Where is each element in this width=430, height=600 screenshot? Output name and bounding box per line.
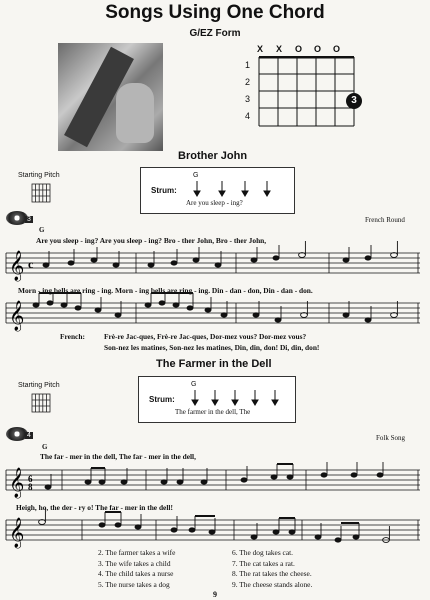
fret-number: 1 xyxy=(245,60,251,70)
chord-diagram xyxy=(243,42,373,137)
starting-pitch-label: Starting Pitch xyxy=(18,382,60,389)
chord-symbol: G xyxy=(39,226,45,234)
verse-line: 8. The rat takes the cheese. xyxy=(232,569,312,578)
strum-box xyxy=(140,167,295,214)
strum-chord: G xyxy=(191,381,197,388)
song-style: French Round xyxy=(365,216,405,224)
french-lyrics-line: Son-nez les matines, Son-nez les matines, Din, din, don! Di, din, don! xyxy=(104,343,320,352)
verse-line: 7. The cat takes a rat. xyxy=(232,558,295,568)
svg-text:c: c xyxy=(28,257,34,271)
page-subtitle: G/EZ Form xyxy=(189,28,241,39)
verse-list-right xyxy=(232,548,312,590)
svg-text:𝄞: 𝄞 xyxy=(9,518,25,548)
string-mark: X xyxy=(257,44,264,54)
french-label: French: xyxy=(60,332,85,341)
fret-number: 2 xyxy=(245,77,251,87)
disc-track-number: 3 xyxy=(27,216,31,223)
fret-number: 4 xyxy=(245,111,251,121)
page-number: 9 xyxy=(213,590,217,599)
verse-line: 5. The nurse takes a dog xyxy=(98,579,170,589)
verse-line: 6. The dog takes cat. xyxy=(232,548,294,557)
strum-box xyxy=(138,376,296,423)
strum-arrows xyxy=(187,388,291,408)
strum-arrows xyxy=(189,179,289,199)
strum-lyric: Are you sleep - ing? xyxy=(186,199,243,207)
music-staff xyxy=(6,514,420,548)
lyrics-line: Are you sleep - ing? Are you sleep - ing? Bro - ther John, Bro - ther John, xyxy=(36,236,267,245)
fret-number: 3 xyxy=(245,94,251,104)
svg-text:8: 8 xyxy=(28,482,33,492)
starting-pitch-diagram xyxy=(30,392,54,416)
lyrics-line: The far - mer in the dell, The far - mer in the dell, xyxy=(40,452,196,461)
lyrics-line: Morn - ing bells are ring - ing. Morn - ing bells are ring - ing. Din - dan - don, Din - dan - don. xyxy=(18,286,313,295)
starting-pitch-diagram xyxy=(30,182,54,206)
strum-lyric: The farmer in the dell, The xyxy=(175,408,251,416)
svg-text:𝄞: 𝄞 xyxy=(9,251,25,281)
lyrics-line: Heigh, ho, the der - ry o! The far - mer in the dell! xyxy=(16,503,173,512)
verse-line: 9. The cheese stands alone. xyxy=(232,579,313,589)
string-mark: O xyxy=(333,44,341,54)
svg-text:𝄞: 𝄞 xyxy=(9,301,25,331)
strum-label: Strum: xyxy=(151,186,177,195)
verse-line: 2. The farmer takes a wife xyxy=(98,548,176,557)
music-staff xyxy=(6,247,420,281)
svg-text:𝄞: 𝄞 xyxy=(9,468,25,498)
guitar-hand-photo xyxy=(58,43,163,151)
music-staff xyxy=(6,464,420,498)
string-mark: O xyxy=(314,44,322,54)
strum-chord: G xyxy=(193,172,199,179)
starting-pitch-label: Starting Pitch xyxy=(18,172,60,179)
verse-list-left xyxy=(98,548,175,590)
verse-line: 4. The child takes a nurse xyxy=(98,569,174,578)
page-title: Songs Using One Chord xyxy=(105,2,325,23)
disc-track-number: 4 xyxy=(27,432,31,439)
french-lyrics-line: Frè-re Jac-ques, Frè-re Jac-ques, Dor-mez vous? Dor-mez vous? xyxy=(104,332,307,341)
strum-label: Strum: xyxy=(149,395,175,404)
svg-text:6: 6 xyxy=(28,474,33,484)
chord-symbol: G xyxy=(42,443,48,451)
song-style: Folk Song xyxy=(376,434,405,442)
string-mark: X xyxy=(276,44,283,54)
verse-line: 3. The wife takes a child xyxy=(98,558,171,568)
string-mark: O xyxy=(295,44,303,54)
song-title: Brother John xyxy=(178,150,248,162)
song-title: The Farmer in the Dell xyxy=(156,358,272,370)
finger-dot: 3 xyxy=(346,93,362,109)
music-staff xyxy=(6,297,420,331)
